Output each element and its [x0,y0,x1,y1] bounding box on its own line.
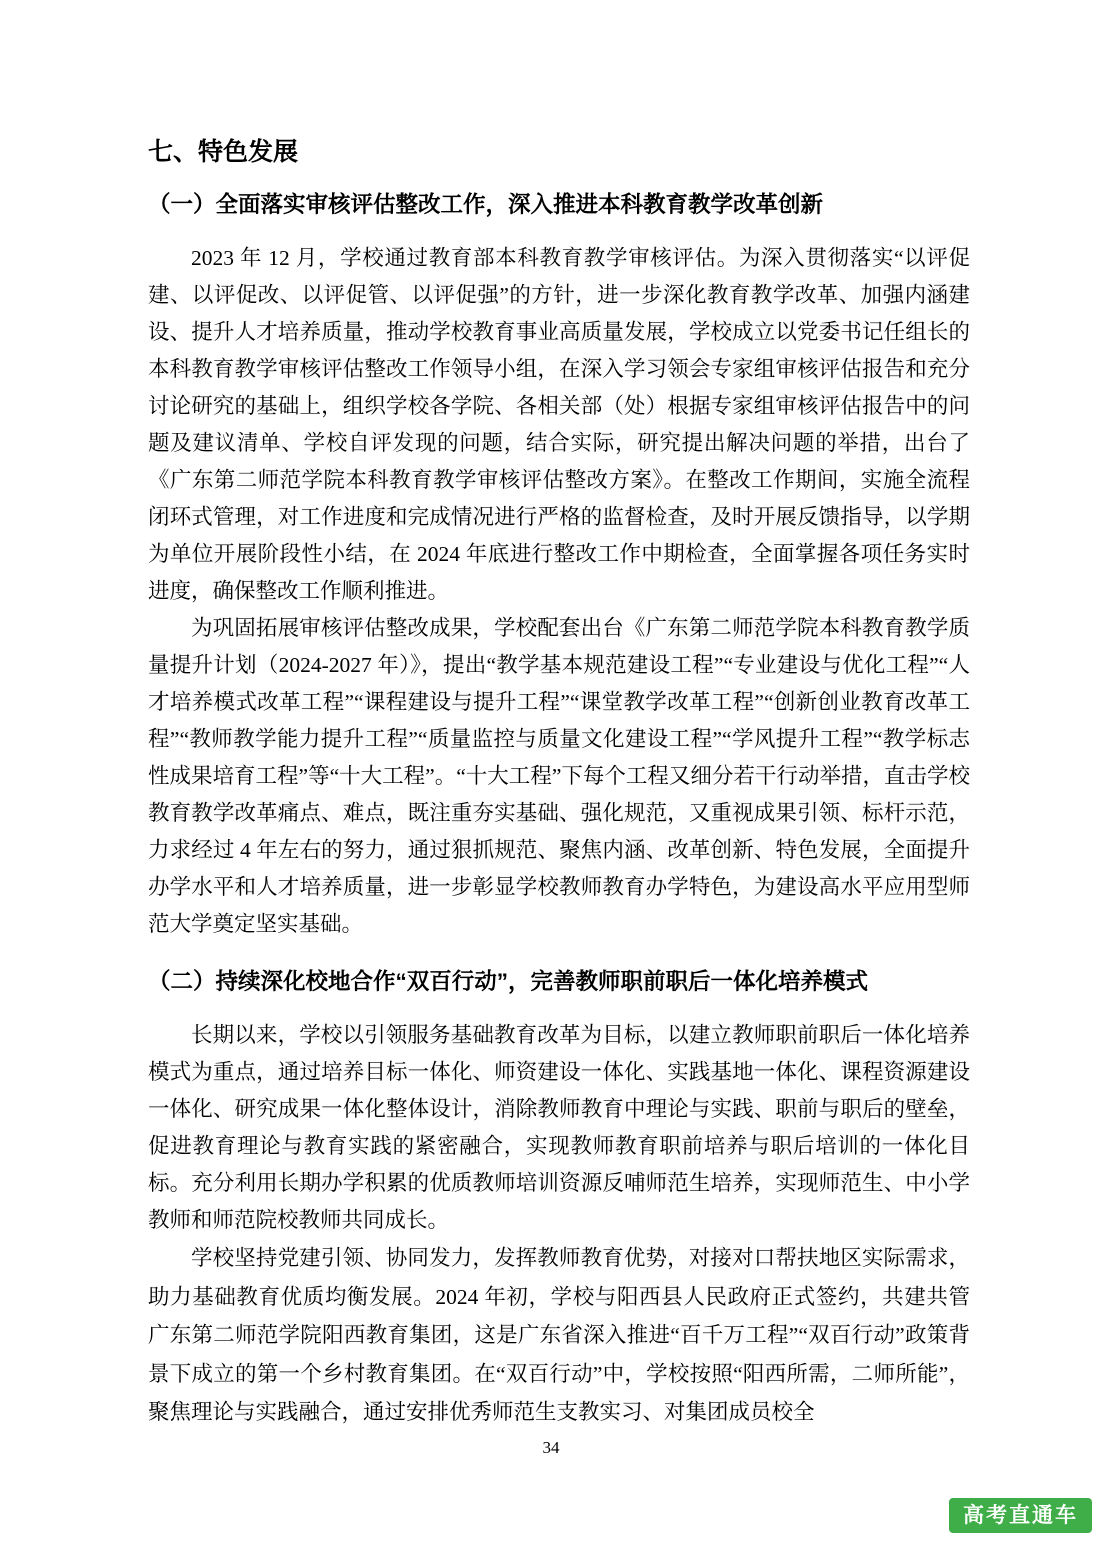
paragraph: 学校坚持党建引领、协同发力，发挥教师教育优势，对接对口帮扶地区实际需求，助力基础教育优质均衡发展。2024 年初，学校与阳西县人民政府正式签约，共建共管广东第二师范学院阳西教育集团，这是广东省深入推进“百千万工程”“双百行动”政策背景下成立的第一个乡村教育集团。在“双百行动”中，学校按照“阳西所需，二师所能”，聚焦理论与实践融合，通过安排优秀师范生支教实习、对集团成员校全 [148,1246,970,1424]
subsection-heading-2: （二）持续深化校地合作“双百行动”，完善教师职前职后一体化培养模式 [148,969,869,994]
subsection-heading-1: （一）全面落实审核评估整改工作，深入推进本科教育教学改革创新 [148,192,824,217]
paragraph: 长期以来，学校以引领服务基础教育改革为目标，以建立教师职前职后一体化培养模式为重点，通过培养目标一体化、师资建设一体化、实践基地一体化、课程资源建设一体化、研究成果一体化整体设计，消除教师教育中理论与实践、职前与职后的壁垒，促进教育理论与教育实践的紧密融合，实现教师教育职前培养与职后培训的一体化目标。充分利用长期办学积累的优质教师培训资源反哺师范生培养，实现师范生、中小学教师和师范院校教师共同成长。 [148,1023,970,1232]
page-number: 34 [542,1438,560,1457]
section-title: 七、特色发展 [148,138,299,166]
paragraph: 2023 年 12 月，学校通过教育部本科教育教学审核评估。为深入贯彻落实“以评促建、以评促改、以评促管、以评促强”的方针，进一步深化教育教学改革、加强内涵建设、提升人才培养质量，推动学校教育事业高质量发展，学校成立以党委书记任组长的本科教育教学审核评估整改工作领导小组，在深入学习领会专家组审核评估报告和充分讨论研究的基础上，组织学校各学院、各相关部（处）根据专家组审核评估报告中的问题及建议清单、学校自评发现的问题，结合实际，研究提出解决问题的举措，出台了《广东第二师范学院本科教育教学审核评估整改方案》。在整改工作期间，实施全流程闭环式管理，对工作进度和完成情况进行严格的监督检查，及时开展反馈指导，以学期为单位开展阶段性小结，在 2024 年底进行整改工作中期检查，全面掌握各项任务实时进度，确保整改工作顺利推进。 [148,246,970,603]
watermark-badge: 高考直通车 [949,1498,1092,1533]
paragraph: 为巩固拓展审核评估整改成果，学校配套出台《广东第二师范学院本科教育教学质量提升计划（2024-2027 年）》，提出“教学基本规范建设工程”“专业建设与优化工程”“人才培养模式改革工程”“课程建设与提升工程”“课堂教学改革工程”“创新创业教育改革工程”“教师教学能力提升工程”“质量监控与质量文化建设工程”“学风提升工程”“教学标志性成果培育工程”等“十大工程”。“十大工程”下每个工程又细分若干行动举措，直击学校教育教学改革痛点、难点，既注重夯实基础、强化规范，又重视成果引领、标杆示范，力求经过 4 年左右的努力，通过狠抓规范、聚焦内涵、改革创新、特色发展，全面提升办学水平和人才培养质量，进一步彰显学校教师教育办学特色，为建设高水平应用型师范大学奠定坚实基础。 [148,616,970,936]
page-content [148,136,970,1432]
